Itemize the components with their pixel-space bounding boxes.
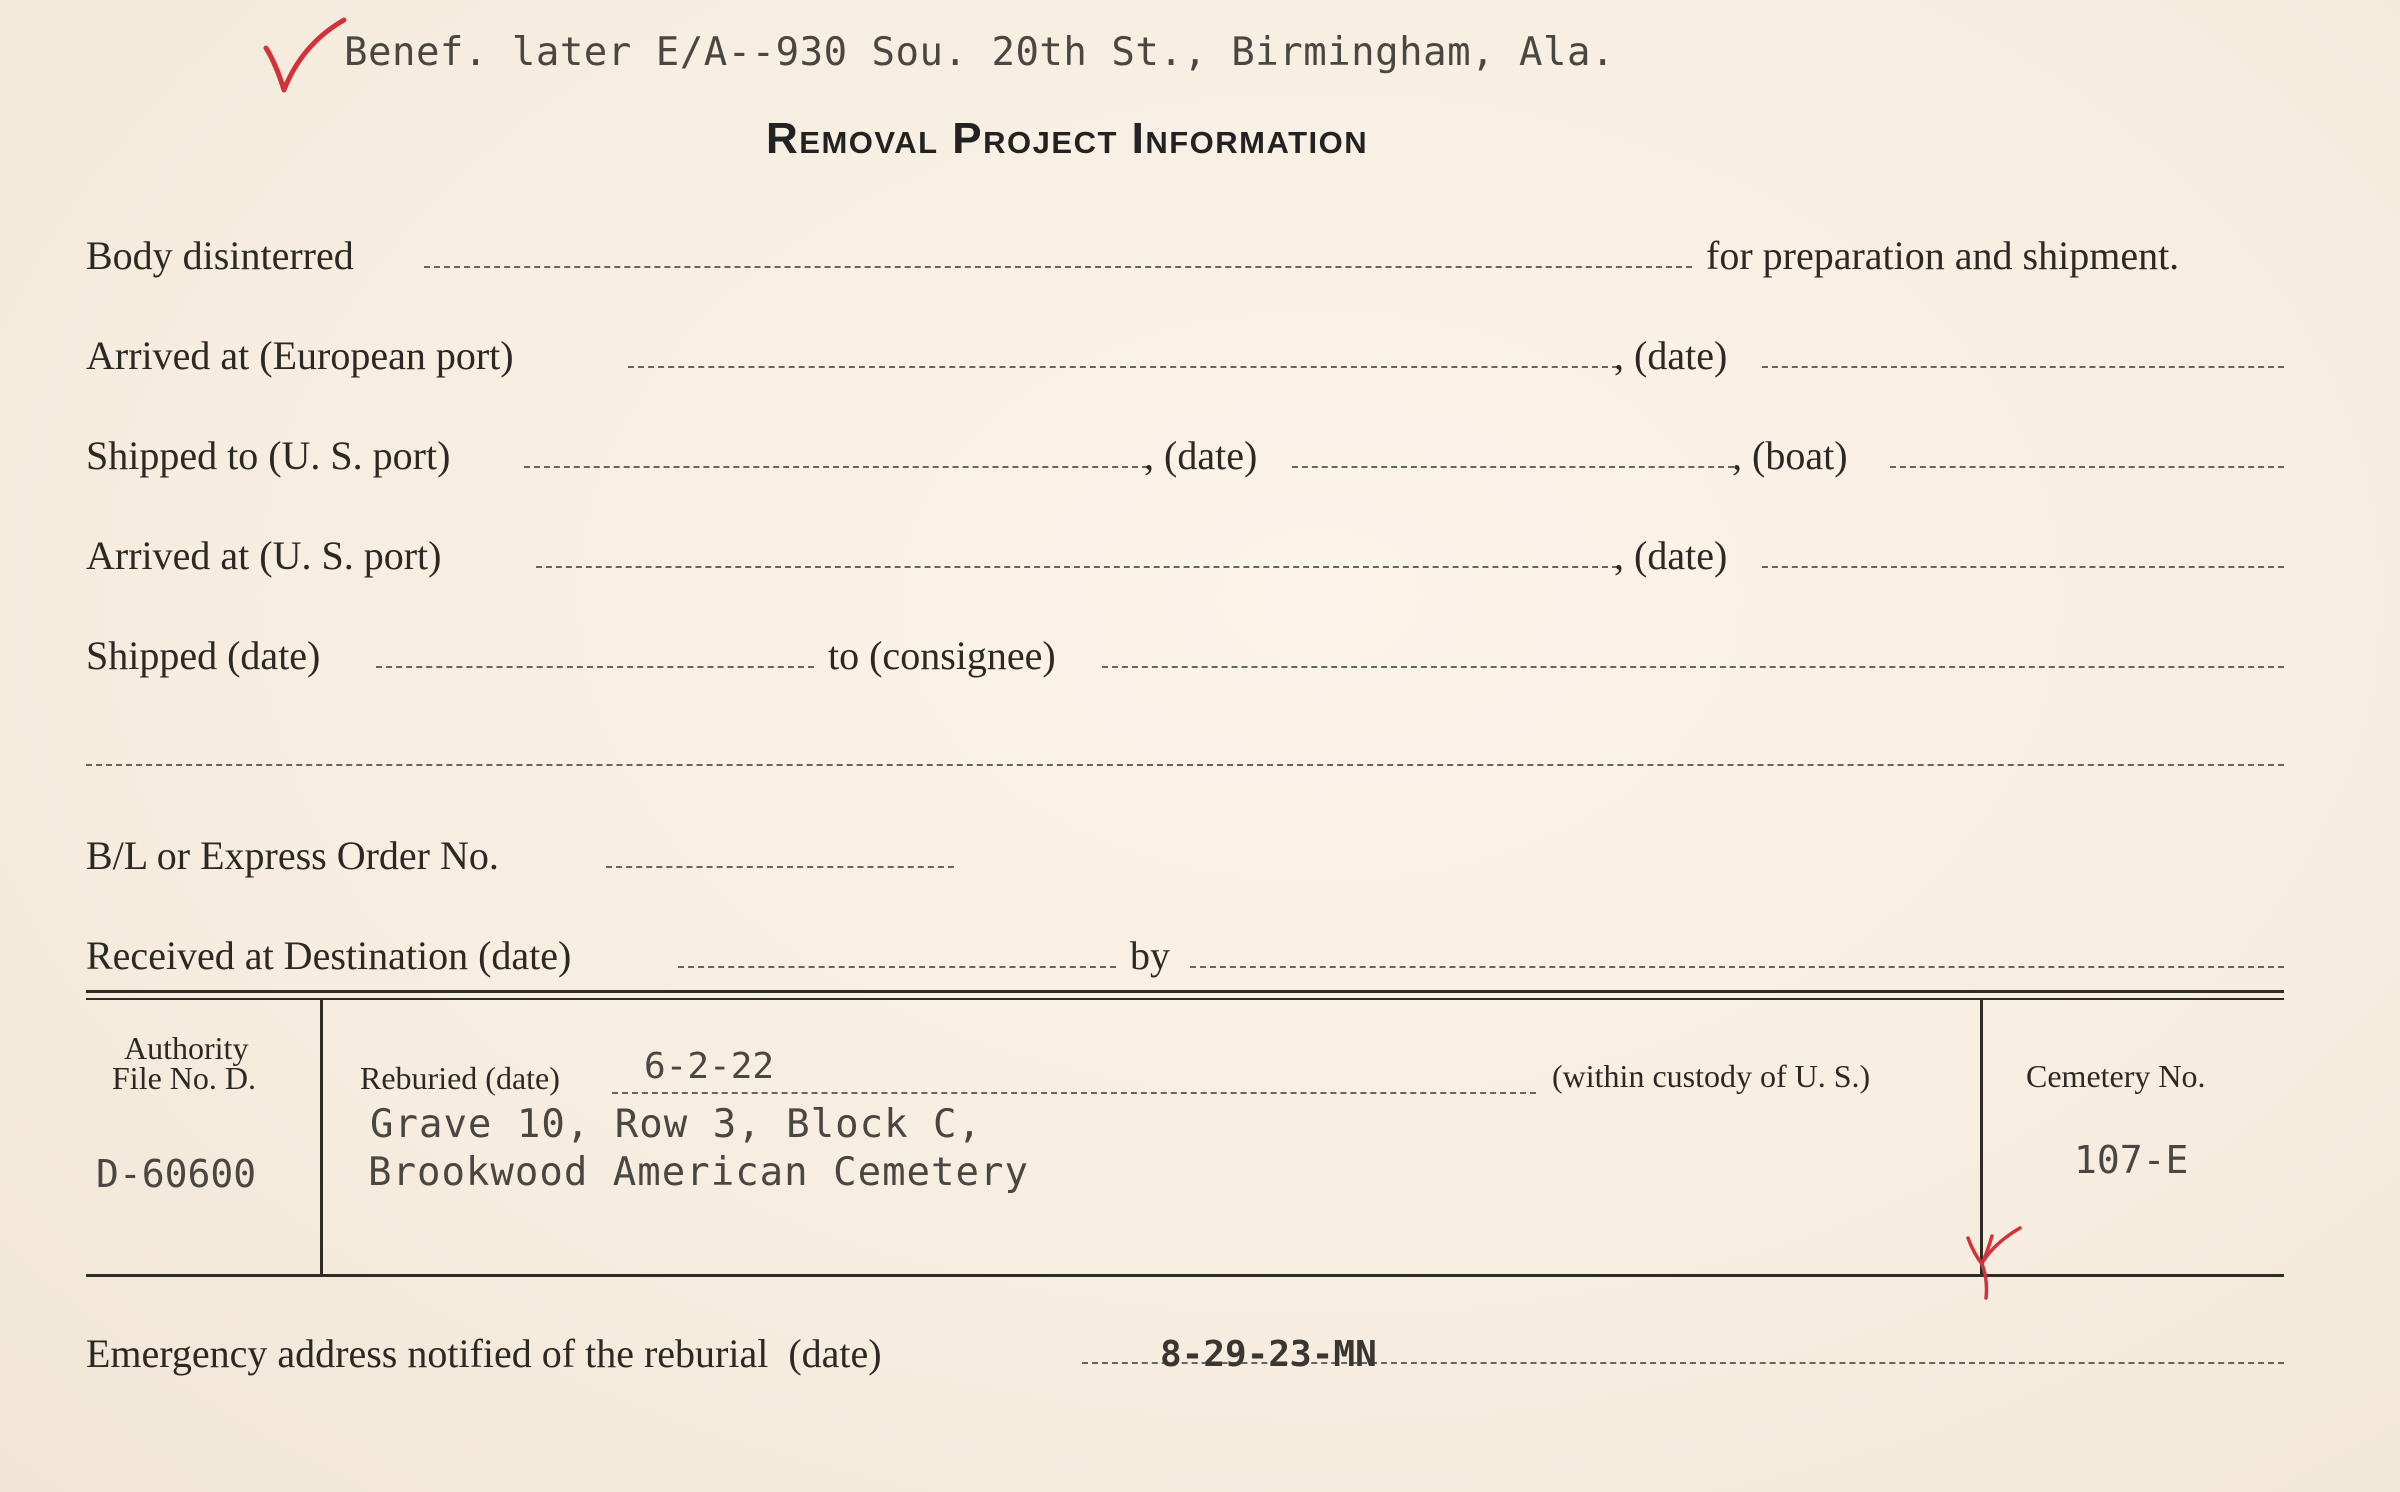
authority-label-line1: Authority bbox=[124, 1030, 249, 1066]
received-destination-label: Received at Destination (date) bbox=[86, 933, 572, 978]
shipped-date-label: Shipped (date) bbox=[86, 633, 321, 678]
shipped-to-us-port-label: Shipped to (U. S. port) bbox=[86, 433, 451, 478]
arrived-us-port-line bbox=[536, 566, 1618, 568]
emergency-date: 8-29-23-MN bbox=[1160, 1334, 1377, 1375]
consignee-line bbox=[1102, 666, 2284, 668]
reburied-date-line bbox=[612, 1092, 1536, 1094]
date-label-2: , (date) bbox=[1144, 433, 1258, 478]
cemetery-no-label: Cemetery No. bbox=[2026, 1058, 2206, 1094]
arrived-european-port-label: Arrived at (European port) bbox=[86, 333, 514, 378]
box-top-rule-1 bbox=[86, 990, 2284, 993]
received-by-line bbox=[1190, 966, 2284, 968]
arrived-us-date-line bbox=[1762, 566, 2284, 568]
date-label-1: , (date) bbox=[1614, 333, 1728, 378]
reburied-date: 6-2-22 bbox=[644, 1046, 775, 1087]
received-date-line bbox=[678, 966, 1116, 968]
cemetery-number: 107-E bbox=[2074, 1138, 2189, 1182]
box-top-rule-2 bbox=[86, 998, 2284, 1000]
european-date-line bbox=[1762, 366, 2284, 368]
shipped-date-value-line bbox=[376, 666, 814, 668]
body-disinterred-label: Body disinterred bbox=[86, 233, 354, 278]
red-initials-mark-icon bbox=[1962, 1220, 2032, 1300]
boat-label: , (boat) bbox=[1732, 433, 1848, 478]
by-label: by bbox=[1130, 933, 1170, 978]
bl-order-label: B/L or Express Order No. bbox=[86, 833, 499, 878]
bl-order-line bbox=[606, 866, 954, 868]
box-divider-left bbox=[320, 1000, 323, 1274]
red-check-mark-icon bbox=[262, 14, 352, 94]
custody-label: (within custody of U. S.) bbox=[1552, 1058, 1871, 1094]
arrived-european-port-line bbox=[628, 366, 1618, 368]
card-title: Removal Project Information bbox=[766, 114, 1369, 163]
grave-location-line1: Grave 10, Row 3, Block C, bbox=[370, 1102, 982, 1147]
shipped-to-us-port-line bbox=[524, 466, 1148, 468]
shipped-date-line bbox=[1292, 466, 1734, 468]
authority-label-line2: File No. D. bbox=[112, 1060, 256, 1096]
boat-line bbox=[1890, 466, 2284, 468]
box-bottom-rule bbox=[86, 1274, 2284, 1277]
grave-location-line2: Brookwood American Cemetery bbox=[368, 1150, 1029, 1195]
for-preparation-label: for preparation and shipment. bbox=[1706, 233, 2180, 278]
consignee-continuation-line bbox=[86, 764, 2284, 766]
header-note: Benef. later E/A--930 Sou. 20th St., Birmingham, Ala. bbox=[344, 30, 1615, 75]
authority-file-number: D-60600 bbox=[96, 1152, 257, 1196]
body-disinterred-line bbox=[424, 266, 1692, 268]
to-consignee-label: to (consignee) bbox=[828, 633, 1056, 678]
reburied-label: Reburied (date) bbox=[360, 1060, 560, 1096]
arrived-us-port-label: Arrived at (U. S. port) bbox=[86, 533, 442, 578]
emergency-label: Emergency address notified of the reburial (date) bbox=[86, 1331, 882, 1376]
date-label-3: , (date) bbox=[1614, 533, 1728, 578]
